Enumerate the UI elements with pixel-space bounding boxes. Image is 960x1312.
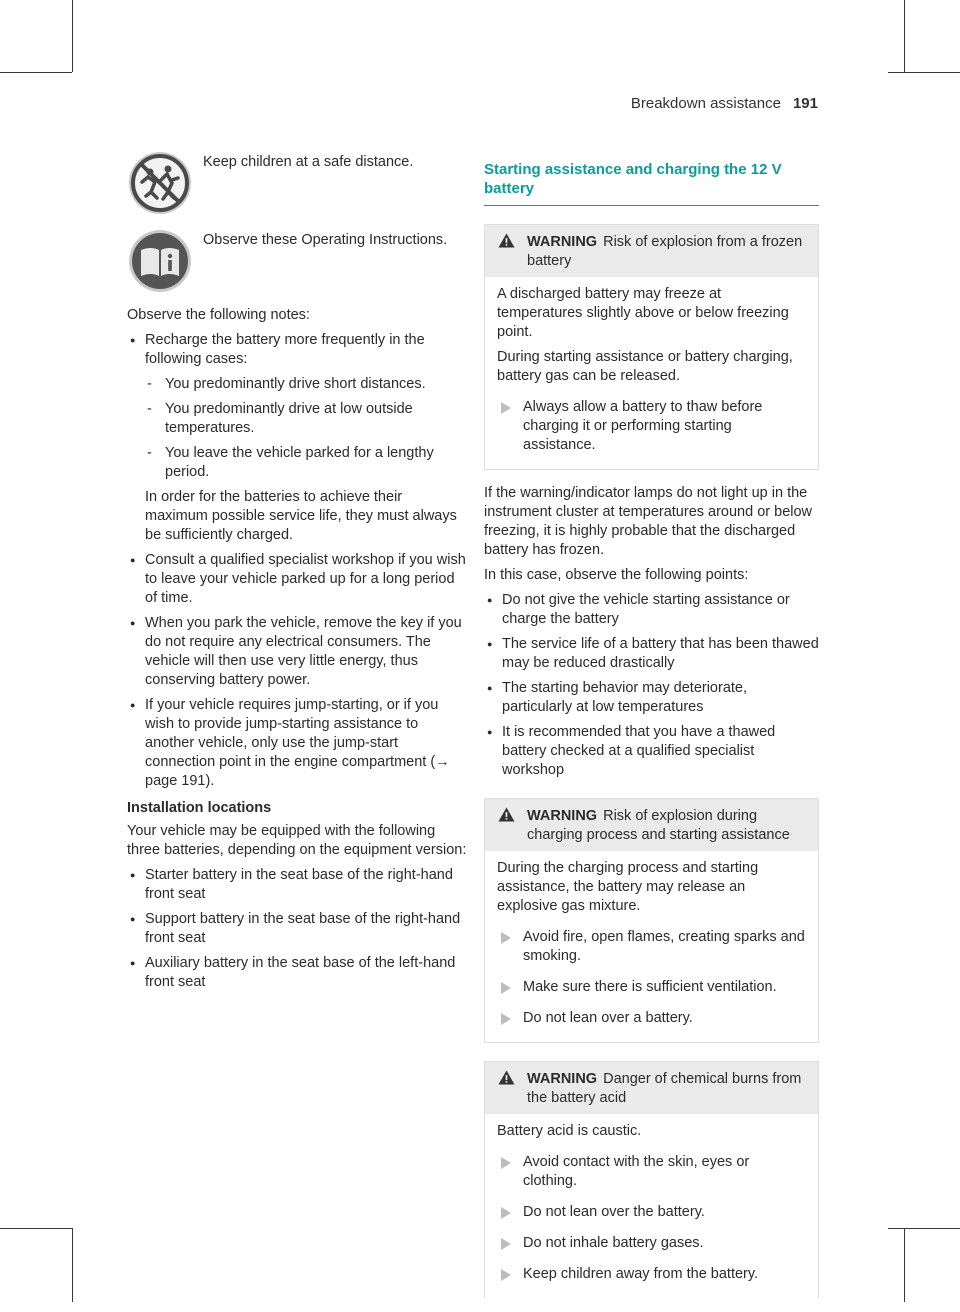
warning-paragraph: A discharged battery may freeze at temperatures slightly above or below freezing point. [497, 286, 789, 340]
warning-label: WARNING [527, 808, 598, 824]
notes-list [127, 331, 467, 791]
sub-list-item: - You predominantly drive short distances. [127, 375, 467, 394]
step-text: Make sure there is sufficient ventilation. [523, 979, 777, 995]
warning-body [485, 277, 818, 469]
step-text: Do not lean over the battery. [523, 1204, 705, 1220]
list-item: ● Auxiliary battery in the seat base of the left-hand front seat [127, 954, 467, 992]
points-list [484, 591, 819, 780]
warning-header [485, 225, 818, 277]
step-text: Keep children away from the battery. [523, 1266, 759, 1282]
notes-intro: Observe the following notes: [127, 307, 310, 323]
header-title: Breakdown assistance [630, 95, 781, 112]
instruction-step [497, 928, 806, 966]
step-arrow-icon [501, 1013, 511, 1025]
warning-body [485, 851, 818, 1042]
step-arrow-icon [501, 402, 511, 414]
instruction-step [497, 1265, 806, 1284]
step-text: Do not inhale battery gases. [523, 1235, 704, 1251]
section-title: Starting assistance and charging the 12 V battery [484, 160, 819, 206]
sub-list-item: - You predominantly drive at low outside temperatures. [127, 400, 467, 438]
list-item: ● The starting behavior may deteriorate, particularly at low temperatures [484, 679, 819, 717]
step-text: Do not lean over a battery. [523, 1010, 693, 1026]
list-item: ● If your vehicle requires jump-starting, or if you wish to provide jump-starting assistance to another vehicle, only use the jump-start connection point in the engine compartment (→ page 191). [127, 696, 467, 791]
warning-paragraph: Battery acid is caustic. [497, 1123, 642, 1139]
crop-mark [0, 72, 72, 73]
warning-triangle-icon [498, 807, 515, 822]
list-item: ● When you park the vehicle, remove the key if you do not require any electrical consumers. The vehicle will then use very little energy, thus conserving battery power. [127, 614, 467, 690]
step-arrow-icon [501, 1238, 511, 1250]
warning-body [485, 1114, 818, 1298]
step-arrow-icon [501, 1157, 511, 1169]
crop-mark [0, 1228, 72, 1229]
right-column [484, 150, 819, 1312]
operating-instructions-icon [127, 228, 193, 294]
warning-box [484, 798, 819, 1043]
crop-mark [888, 1228, 960, 1229]
instruction-step [497, 1203, 806, 1222]
warning-title: Risk of explosion during charging process and starting assistance [527, 808, 790, 843]
sub-list-item: - You leave the vehicle parked for a lengthy period. [127, 444, 467, 482]
body-paragraph: In this case, observe the following points: [484, 567, 749, 583]
keep-children-away-icon [127, 150, 193, 216]
install-intro: Your vehicle may be equipped with the following three batteries, depending on the equipment version: [127, 823, 467, 858]
warning-title: Risk of explosion from a frozen battery [527, 234, 803, 269]
crop-mark [904, 0, 905, 72]
warning-header [485, 1062, 818, 1114]
step-text: Avoid contact with the skin, eyes or clothing. [523, 1154, 750, 1189]
list-item: ● Support battery in the seat base of the right-hand front seat [127, 910, 467, 948]
symbol-caption: Keep children at a safe distance. [203, 154, 414, 170]
step-text: Always allow a battery to thaw before charging it or performing starting assistance. [523, 399, 763, 453]
warning-label: WARNING [527, 1071, 598, 1087]
instruction-step [497, 1234, 806, 1253]
list-item: ● It is recommended that you have a thawed battery checked at a qualified specialist workshop [484, 723, 819, 780]
list-item: ● Do not give the vehicle starting assistance or charge the battery [484, 591, 819, 629]
list-item [127, 331, 467, 545]
warning-title: Danger of chemical burns from the battery acid [527, 1071, 802, 1106]
warning-paragraph: During the charging process and starting assistance, the battery may release an explosive gas mixture. [497, 860, 759, 914]
symbol-row [127, 228, 467, 294]
warning-box [484, 1061, 819, 1298]
step-arrow-icon [501, 1207, 511, 1219]
step-text: Avoid fire, open flames, creating sparks and smoking. [523, 929, 805, 964]
instruction-step [497, 398, 806, 455]
left-column [127, 150, 467, 998]
warning-triangle-icon [498, 1070, 515, 1085]
warning-triangle-icon [498, 233, 515, 248]
section-heading: Installation locations [127, 800, 272, 816]
warning-header [485, 799, 818, 851]
page-number: 191 [792, 95, 818, 112]
warning-box [484, 224, 819, 470]
warning-label: WARNING [527, 234, 598, 250]
symbol-caption: Observe these Operating Instructions. [203, 232, 448, 248]
crop-mark [72, 0, 73, 72]
step-arrow-icon [501, 982, 511, 994]
instruction-step [497, 1153, 806, 1191]
crop-mark [888, 72, 960, 73]
list-item-note: In order for the batteries to achieve their maximum possible service life, they must always be sufficiently charged. [145, 489, 457, 543]
body-paragraph: If the warning/indicator lamps do not light up in the instrument cluster at temperatures around or below freezing, it is highly probable that the discharged battery has frozen. [484, 485, 813, 558]
list-item: ● Starter battery in the seat base of the right-hand front seat [127, 866, 467, 904]
list-item: ● The service life of a battery that has been thawed may be reduced drastically [484, 635, 819, 673]
step-arrow-icon [501, 932, 511, 944]
warning-paragraph: During starting assistance or battery charging, battery gas can be released. [497, 349, 793, 384]
install-list [127, 866, 467, 992]
instruction-step [497, 978, 806, 997]
running-header [631, 94, 818, 113]
symbol-row [127, 150, 467, 216]
sub-list [127, 375, 467, 482]
crop-mark [904, 1228, 905, 1302]
list-item: ● Consult a qualified specialist workshop if you wish to leave your vehicle parked up for a long period of time. [127, 551, 467, 608]
crop-mark [72, 1228, 73, 1302]
instruction-step [497, 1009, 806, 1028]
list-item-text: Recharge the battery more frequently in the following cases: [145, 332, 425, 367]
step-arrow-icon [501, 1269, 511, 1281]
